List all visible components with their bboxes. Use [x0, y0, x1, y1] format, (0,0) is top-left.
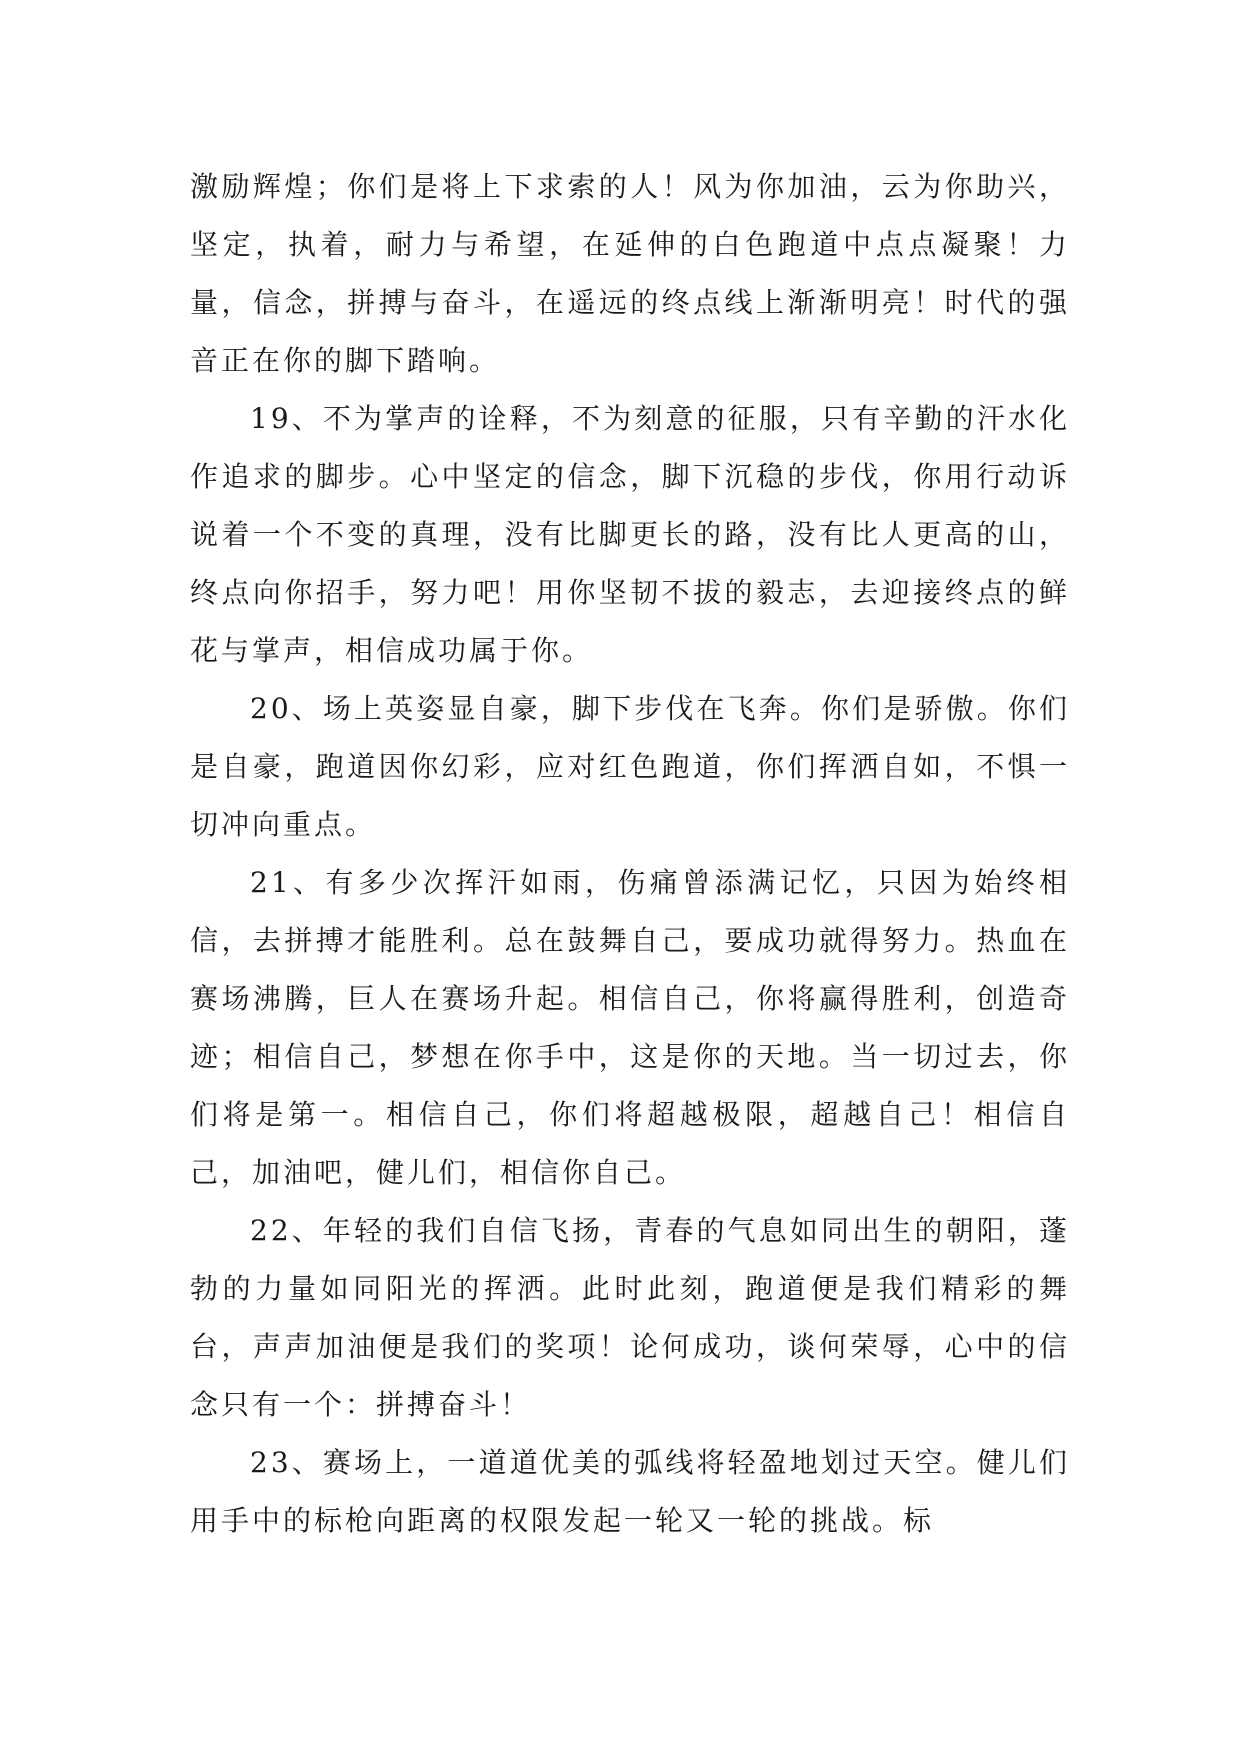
document-body	[190, 158, 1070, 1550]
paragraph-21: 21、有多少次挥汗如雨，伤痛曾添满记忆，只因为始终相信，去拼搏才能胜利。总在鼓舞自己，要成功就得努力。热血在赛场沸腾，巨人在赛场升起。相信自己，你将赢得胜利，创造奇迹；相信自己，梦想在你手中，这是你的天地。当一切过去，你们将是第一。相信自己，你们将超越极限，超越自己！相信自己，加油吧，健儿们，相信你自己。	[190, 866, 1070, 1189]
paragraph-19: 19、不为掌声的诠释，不为刻意的征服，只有辛勤的汗水化作追求的脚步。心中坚定的信念，脚下沉稳的步伐，你用行动诉说着一个不变的真理，没有比脚更长的路，没有比人更高的山，终点向你招手，努力吧！用你坚韧不拔的毅志，去迎接终点的鲜花与掌声，相信成功属于你。	[190, 402, 1070, 667]
paragraph-continuation: 激励辉煌；你们是将上下求索的人！风为你加油，云为你助兴，坚定，执着，耐力与希望，在延伸的白色跑道中点点凝聚！力量，信念，拼搏与奋斗，在遥远的终点线上渐渐明亮！时代的强音正在你的脚下踏响。	[190, 170, 1070, 377]
paragraph-23: 23、赛场上，一道道优美的弧线将轻盈地划过天空。健儿们用手中的标枪向距离的权限发起一轮又一轮的挑战。标	[190, 1446, 1070, 1537]
paragraph-22: 22、年轻的我们自信飞扬，青春的气息如同出生的朝阳，蓬勃的力量如同阳光的挥洒。此时此刻，跑道便是我们精彩的舞台，声声加油便是我们的奖项！论何成功，谈何荣辱，心中的信念只有一个：拼搏奋斗！	[190, 1214, 1070, 1421]
paragraph-20: 20、场上英姿显自豪，脚下步伐在飞奔。你们是骄傲。你们是自豪，跑道因你幻彩，应对红色跑道，你们挥洒自如，不惧一切冲向重点。	[190, 692, 1070, 841]
